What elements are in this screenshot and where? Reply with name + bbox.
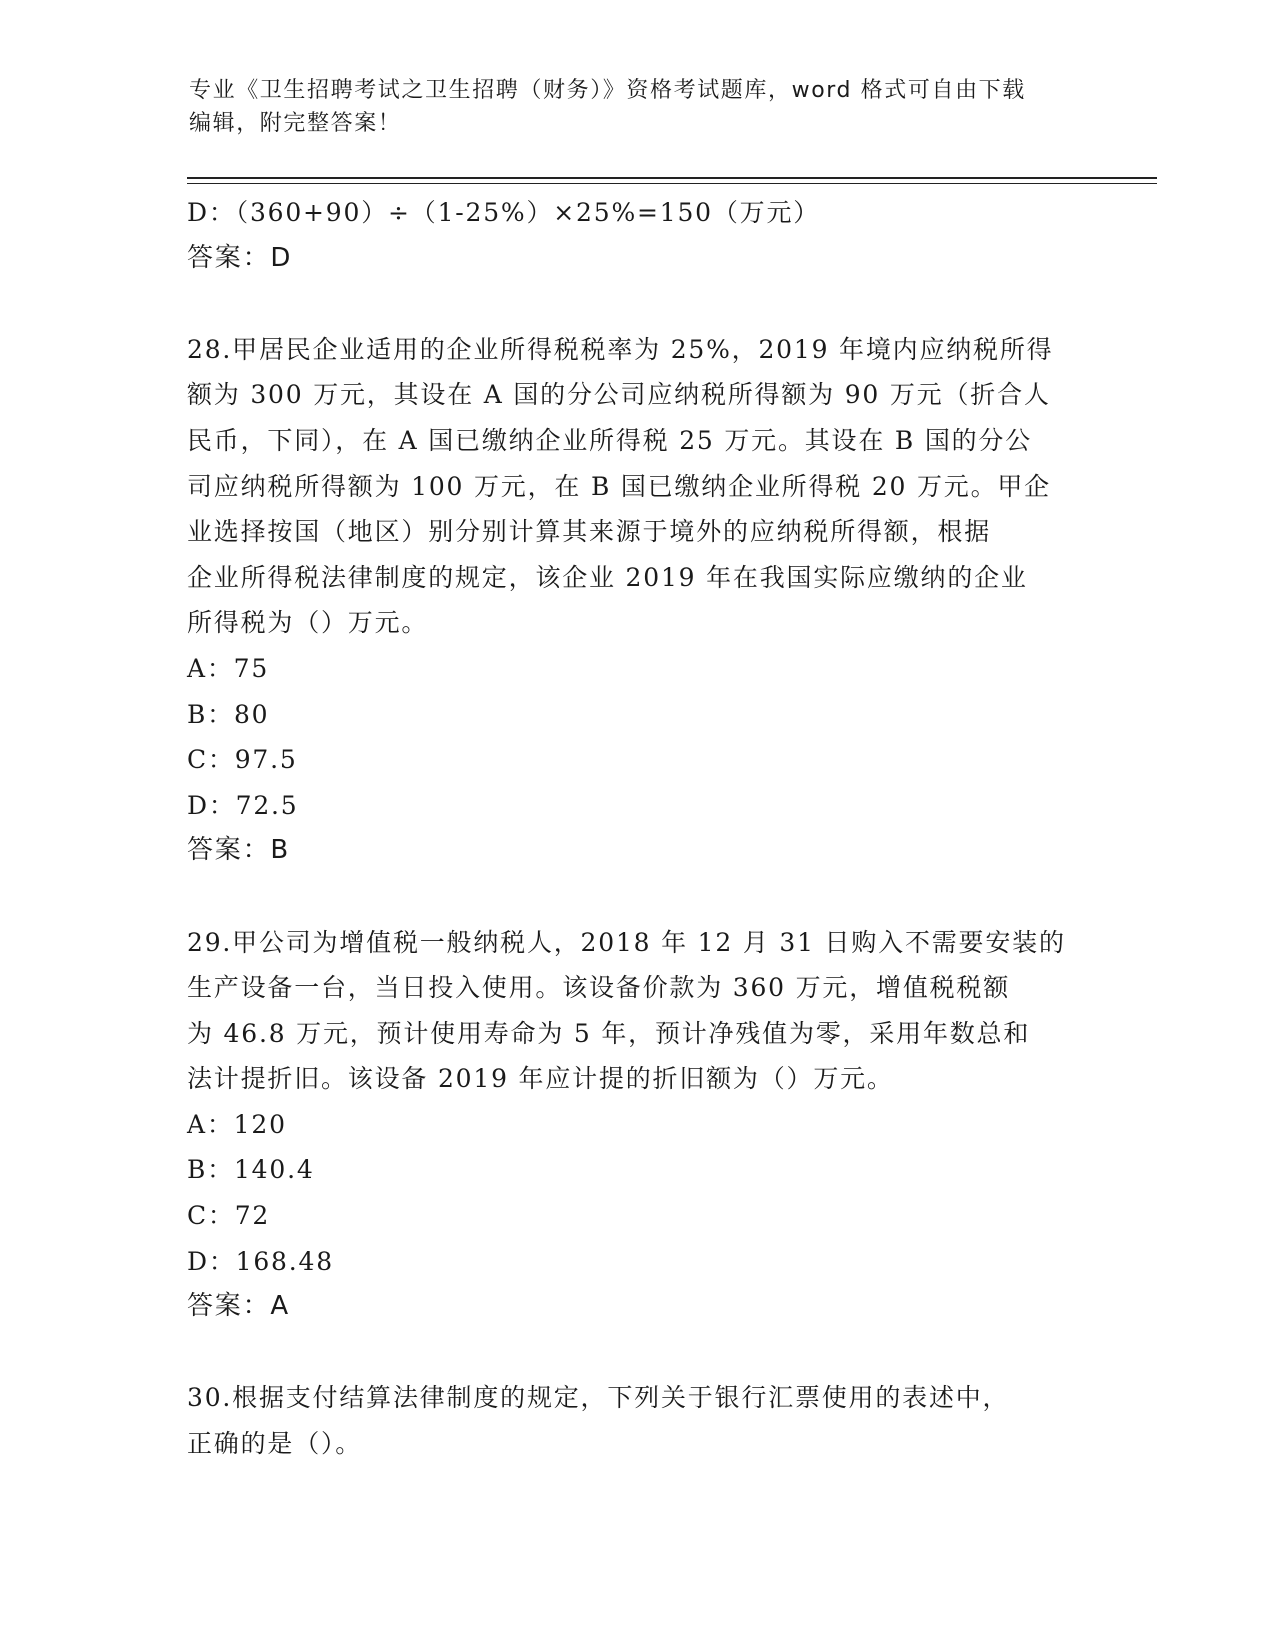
q28-option-c: C：97.5 bbox=[187, 745, 298, 775]
q29-stem-line: 法计提折旧。该设备 2019 年应计提的折旧额为（）万元。 bbox=[187, 1064, 894, 1094]
page-header bbox=[189, 74, 1089, 140]
q28-stem-line: 业选择按国（地区）别分别计算其来源于境外的应纳税所得额，根据 bbox=[187, 517, 992, 547]
header-line-1: 专业《卫生招聘考试之卫生招聘（财务）》资格考试题库，word 格式可自由下载 bbox=[189, 78, 1026, 103]
header-line-2: 编辑，附完整答案！ bbox=[189, 111, 402, 136]
q29-option-a: A：120 bbox=[187, 1109, 287, 1139]
question-29 bbox=[187, 920, 1087, 1330]
q28-stem-line: 所得税为（）万元。 bbox=[187, 608, 429, 638]
q29-option-d: D：168.48 bbox=[187, 1246, 334, 1276]
q28-stem-line: 企业所得税法律制度的规定，该企业 2019 年在我国实际应缴纳的企业 bbox=[187, 562, 1028, 592]
prev-answer: 答案：D bbox=[187, 242, 293, 273]
q28-option-d: D：72.5 bbox=[187, 790, 299, 820]
spacer bbox=[187, 281, 1087, 327]
q29-option-b: B：140.4 bbox=[187, 1155, 315, 1185]
question-30 bbox=[187, 1375, 1087, 1466]
q29-stem-line: 29.甲公司为增值税一般纳税人，2018 年 12 月 31 日购入不需要安装的 bbox=[187, 927, 1066, 957]
spacer bbox=[187, 874, 1087, 920]
q28-stem-line: 民币，下同），在 A 国已缴纳企业所得税 25 万元。其设在 B 国的分公 bbox=[187, 425, 1033, 455]
q28-stem-line: 司应纳税所得额为 100 万元，在 B 国已缴纳企业所得税 20 万元。甲企 bbox=[187, 471, 1051, 501]
question-content bbox=[187, 190, 1087, 1467]
prev-option-d: D：（360+90）÷（1-25%）×25%=150（万元） bbox=[187, 198, 821, 227]
q29-option-c: C：72 bbox=[187, 1201, 271, 1231]
q30-stem-line: 30.根据支付结算法律制度的规定，下列关于银行汇票使用的表述中， bbox=[187, 1383, 1010, 1413]
q30-stem-line: 正确的是（）。 bbox=[187, 1429, 363, 1459]
q28-stem-line: 额为 300 万元，其设在 A 国的分公司应纳税所得额为 90 万元（折合人 bbox=[187, 380, 1051, 410]
q28-option-a: A：75 bbox=[187, 653, 270, 683]
header-rule-thick bbox=[187, 177, 1157, 179]
q29-stem-line: 生产设备一台，当日投入使用。该设备价款为 360 万元，增值税税额 bbox=[187, 973, 1011, 1003]
question-28 bbox=[187, 327, 1087, 874]
header-rule-thin bbox=[187, 183, 1157, 184]
q28-answer: 答案：B bbox=[187, 835, 291, 866]
q29-stem-line: 为 46.8 万元，预计使用寿命为 5 年，预计净残值为零，采用年数总和 bbox=[187, 1018, 1031, 1048]
spacer bbox=[187, 1330, 1087, 1376]
q28-option-b: B：80 bbox=[187, 699, 270, 729]
q28-stem-line: 28.甲居民企业适用的企业所得税税率为 25%，2019 年境内应纳税所得 bbox=[187, 334, 1054, 364]
q29-answer: 答案：A bbox=[187, 1291, 290, 1322]
